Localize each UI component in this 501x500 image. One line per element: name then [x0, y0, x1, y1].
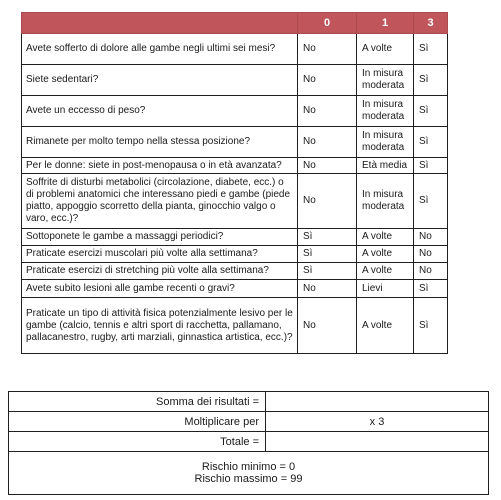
answer-score-0: No [298, 298, 357, 354]
header-question-column [22, 13, 298, 34]
table-header-row [22, 13, 448, 34]
question-text: Praticate esercizi muscolari più volte alla settimana? [22, 246, 298, 263]
question-text: Avete sofferto di dolore alle gambe negli ultimi sei mesi? [22, 34, 298, 65]
answer-score-1: In misura moderata [357, 65, 414, 96]
table-row [22, 246, 448, 263]
total-row [9, 432, 489, 452]
table-row [22, 34, 448, 65]
question-text: Sottoponete le gambe a massaggi periodici? [22, 229, 298, 246]
table-row [22, 174, 448, 229]
header-score-3: 3 [414, 13, 448, 34]
total-label: Totale = [9, 432, 266, 452]
sum-value-field[interactable] [266, 392, 489, 412]
sum-row [9, 392, 489, 412]
answer-score-0: No [298, 280, 357, 298]
multiply-row [9, 412, 489, 432]
answer-score-3: Sì [414, 298, 448, 354]
answer-score-0: Sì [298, 229, 357, 246]
answer-score-3: Sì [414, 280, 448, 298]
answer-score-0: No [298, 158, 357, 174]
answer-score-0: Sì [298, 263, 357, 280]
answer-score-3: Sì [414, 127, 448, 158]
question-text: Soffrite di disturbi metabolici (circolazione, diabete, ecc.) o di problemi anatomici che interessano piedi e gambe (piede piatto, appoggio scorretto della pianta, ginocchio valgo o varo, ecc.)? [22, 174, 298, 229]
answer-score-1: A volte [357, 263, 414, 280]
answer-score-0: No [298, 96, 357, 127]
answer-score-1: In misura moderata [357, 127, 414, 158]
answer-score-3: Sì [414, 158, 448, 174]
question-text: Per le donne: siete in post-menopausa o in età avanzata? [22, 158, 298, 174]
question-text: Avete subito lesioni alle gambe recenti o gravi? [22, 280, 298, 298]
question-text: Rimanete per molto tempo nella stessa posizione? [22, 127, 298, 158]
total-value-field[interactable] [266, 432, 489, 452]
risk-questionnaire-table [21, 12, 448, 354]
risk-range-row [9, 452, 489, 495]
answer-score-0: No [298, 174, 357, 229]
answer-score-0: No [298, 127, 357, 158]
answer-score-1: Lievi [357, 280, 414, 298]
answer-score-1: In misura moderata [357, 96, 414, 127]
answer-score-1: A volte [357, 298, 414, 354]
risk-range-cell [9, 452, 489, 495]
answer-score-0: No [298, 34, 357, 65]
answer-score-3: Sì [414, 34, 448, 65]
answer-score-1: Età media [357, 158, 414, 174]
answer-score-3: Sì [414, 65, 448, 96]
answer-score-0: Sì [298, 246, 357, 263]
question-text: Praticate un tipo di attività fisica potenzialmente lesivo per le gambe (calcio, tennis e altri sport di racchetta, pallamano, pallacanestro, rugby, arti marziali, ginnastica artistica, ecc.)? [22, 298, 298, 354]
answer-score-0: No [298, 65, 357, 96]
answer-score-3: No [414, 246, 448, 263]
table-row [22, 298, 448, 354]
multiply-value: x 3 [266, 412, 489, 432]
table-row [22, 65, 448, 96]
answer-score-1: A volte [357, 34, 414, 65]
table-row [22, 127, 448, 158]
table-row [22, 263, 448, 280]
max-risk-text: Rischio massimo = 99 [194, 473, 303, 485]
question-text: Praticate esercizi di stretching più volte alla settimana? [22, 263, 298, 280]
answer-score-3: No [414, 263, 448, 280]
table-row [22, 280, 448, 298]
header-score-0: 0 [298, 13, 357, 34]
table-row [22, 158, 448, 174]
question-text: Avete un eccesso di peso? [22, 96, 298, 127]
table-row [22, 96, 448, 127]
answer-score-1: A volte [357, 246, 414, 263]
answer-score-3: No [414, 229, 448, 246]
score-summary-table [8, 391, 489, 495]
sum-label: Somma dei risultati = [9, 392, 266, 412]
multiply-label: Moltiplicare per [9, 412, 266, 432]
table-row [22, 229, 448, 246]
answer-score-3: Sì [414, 96, 448, 127]
header-score-1: 1 [357, 13, 414, 34]
question-text: Siete sedentari? [22, 65, 298, 96]
answer-score-1: A volte [357, 229, 414, 246]
min-risk-text: Rischio minimo = 0 [201, 461, 296, 473]
answer-score-3: Sì [414, 174, 448, 229]
answer-score-1: In misura moderata [357, 174, 414, 229]
